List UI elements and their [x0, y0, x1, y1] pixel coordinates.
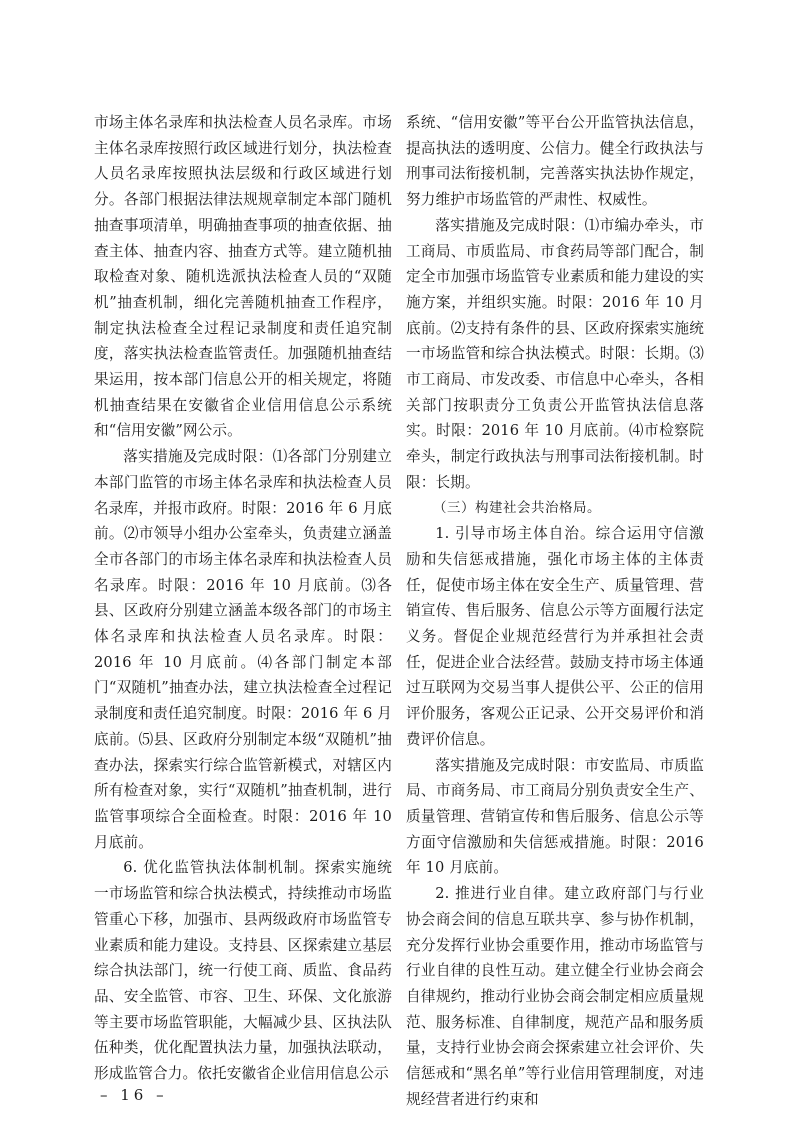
paragraph: 6. 优化监管执法体制机制。探索实施统一市场监管和综合执法模式，持续推动市场监管重心下移，加强市、县两级政府市场监管专业素质和能力建设。支持县、区探索建立基层综合执法部门，统一行使工商、质监、食品药品、安全监管、市容、卫生、环保、文化旅游等主要市场监管职能，大幅减少县、区执法队伍种类，优化配置执法力量，加强执法联动，形成监管合力。依托安徽省企业信用信息公示 — [94, 859, 392, 1083]
paragraph: 落实措施及完成时限：市安监局、市质监局、市商务局、市工商局分别负责安全生产、质量管理、营销宣传和售后服务、信息公示等方面守信激励和失信惩戒措施。时限：2016 年 10 月底前。 — [406, 756, 704, 877]
left-column — [94, 110, 392, 1087]
paragraph: 2. 推进行业自律。建立政府部门与行业协会商会间的信息互联共享、参与协作机制，充分发挥行业协会重要作用，推动市场监管与行业自律的良性互动。建立健全行业协会商会自律规约，推动行业协会商会制定相应质量规范、服务标准、自律制度，规范产品和服务质量，支持行业协会商会探索建立社会评价、失信惩戒和“黑名单”等行业信用管理制度，对违规经营者进行约束和 — [406, 885, 704, 1108]
paragraph: 落实措施及完成时限：⑴市编办牵头，市工商局、市质监局、市食药局等部门配合，制定全市加强市场监管专业素质和能力建设的实施方案，并组织实施。时限：2016 年 10 月底前。⑵支持有条件的县、区政府探索实施统一市场监管和综合执法模式。时限：长期。⑶市工商局、市发改委、市信息中心牵头，各相关部门按职责分工负责公开监管执法信息落实。时限：2016 年 10 月底前。⑷市检察院牵头，制定行政执法与刑事司法衔接机制。时限：长期。 — [406, 216, 704, 491]
paragraph: 落实措施及完成时限：⑴各部门分别建立本部门监管的市场主体名录库和执法检查人员名录库，并报市政府。时限：2016 年 6 月底前。⑵市领导小组办公室牵头，负责建立涵盖全市各部门的市场主体名录库和执法检查人员名录库。时限：2016 年 10 月底前。⑶各县、区政府分别建立涵盖本级各部门的市场主体名录库和执法检查人员名录库。时限：2016 年 10 月底前。⑷各部门制定本部门“双随机”抽查办法，建立执法检查全过程记录制度和责任追究制度。时限：2016 年 6 月底前。⑸县、区政府分别制定本级“双随机”抽查办法，探索实行综合监管新模式，对辖区内所有检查对象，实行“双随机”抽查机制，进行监管事项综合全面检查。时限：2016 年 10 月底前。 — [94, 448, 392, 851]
paragraph: 1. 引导市场主体自治。综合运用守信激励和失信惩戒措施，强化市场主体的主体责任，促使市场主体在安全生产、质量管理、营销宣传、售后服务、信息公示等方面履行法定义务。督促企业规范经营行为并承担社会责任，促进企业合法经营。鼓励支持市场主体通过互联网为交易当事人提供公平、公正的信用评价服务，客观公正记录、公开交易评价和消费评价信息。 — [406, 525, 704, 748]
paragraph: 系统、“信用安徽”等平台公开监管执法信息，提高执法的透明度、公信力。健全行政执法与刑事司法衔接机制，完善落实执法协作规定，努力维护市场监管的严肃性、权威性。 — [406, 114, 704, 209]
paragraph: 市场主体名录库和执法检查人员名录库。市场主体名录库按照行政区域进行划分，执法检查人员名录库按照执法层级和行政区域进行划分。各部门根据法律法规规章制定本部门随机抽查事项清单，明确抽查事项的抽查依据、抽查主体、抽查内容、抽查方式等。建立随机抽取检查对象、随机选派执法检查人员的“双随机”抽查机制，细化完善随机抽查工作程序，制定执法检查全过程记录制度和责任追究制度，落实执法检查监管责任。加强随机抽查结果运用，按本部门信息公开的相关规定，将随机抽查结果在安徽省企业信用信息公示系统和“信用安徽”网公示。 — [94, 114, 392, 440]
section-heading: （三）构建社会共治格局。 — [433, 499, 601, 516]
right-column — [406, 110, 704, 1112]
page-number: – 16 – — [100, 1086, 168, 1104]
